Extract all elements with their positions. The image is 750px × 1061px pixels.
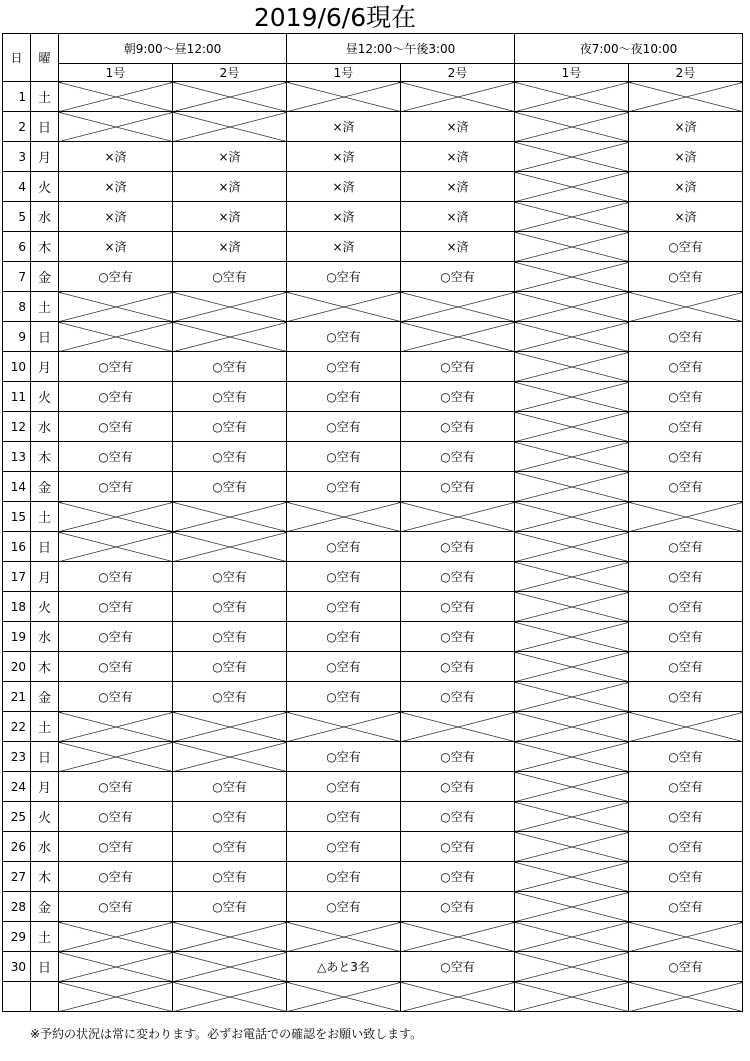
availability-cell: ○空有 xyxy=(629,862,743,892)
availability-cell: ×済 xyxy=(287,232,401,262)
day-number: 18 xyxy=(3,592,31,622)
table-row xyxy=(3,412,743,442)
day-number: 2 xyxy=(3,112,31,142)
closed-cell xyxy=(287,292,401,322)
table-row xyxy=(3,262,743,292)
day-of-week: 水 xyxy=(31,202,59,232)
availability-cell: ×済 xyxy=(287,112,401,142)
page-title: 2019/6/6現在 xyxy=(253,3,417,32)
availability-cell: ○空有 xyxy=(173,862,287,892)
availability-cell: ×済 xyxy=(173,202,287,232)
slot-header-afternoon: 昼12:00～午後3:00 xyxy=(287,34,515,64)
availability-cell: ○空有 xyxy=(173,682,287,712)
day-number: 23 xyxy=(3,742,31,772)
table-row xyxy=(3,202,743,232)
availability-cell: ○空有 xyxy=(629,562,743,592)
table-row xyxy=(3,502,743,532)
availability-cell: ○空有 xyxy=(287,682,401,712)
closed-cell xyxy=(629,82,743,112)
closed-cell xyxy=(515,502,629,532)
closed-cell xyxy=(173,502,287,532)
availability-cell: ○空有 xyxy=(59,772,173,802)
closed-cell xyxy=(59,532,173,562)
availability-cell: ○空有 xyxy=(59,832,173,862)
day-number: 26 xyxy=(3,832,31,862)
availability-cell: ×済 xyxy=(629,112,743,142)
closed-cell xyxy=(59,322,173,352)
closed-cell xyxy=(287,982,401,1012)
day-number: 25 xyxy=(3,802,31,832)
day-of-week: 日 xyxy=(31,952,59,982)
closed-cell xyxy=(515,412,629,442)
table-row xyxy=(3,652,743,682)
closed-cell xyxy=(515,292,629,322)
closed-cell xyxy=(59,82,173,112)
availability-cell: ○空有 xyxy=(629,412,743,442)
availability-cell: ○空有 xyxy=(629,232,743,262)
slot-header-morning: 朝9:00～昼12:00 xyxy=(59,34,287,64)
availability-cell: ×済 xyxy=(401,172,515,202)
availability-cell: ○空有 xyxy=(59,472,173,502)
availability-cell: ○空有 xyxy=(629,802,743,832)
table-row xyxy=(3,712,743,742)
table-row xyxy=(3,682,743,712)
closed-cell xyxy=(401,502,515,532)
availability-cell: ○空有 xyxy=(401,352,515,382)
availability-cell: ○空有 xyxy=(59,412,173,442)
availability-cell: ○空有 xyxy=(629,352,743,382)
day-number: 15 xyxy=(3,502,31,532)
availability-cell: ○空有 xyxy=(173,802,287,832)
availability-cell: ○空有 xyxy=(629,742,743,772)
day-of-week: 木 xyxy=(31,652,59,682)
availability-cell: ○空有 xyxy=(287,652,401,682)
room-header: 1号 xyxy=(515,64,629,82)
availability-cell: ○空有 xyxy=(173,262,287,292)
day-number xyxy=(3,982,31,1012)
availability-cell: ○空有 xyxy=(629,382,743,412)
closed-cell xyxy=(515,982,629,1012)
closed-cell xyxy=(629,712,743,742)
day-of-week: 火 xyxy=(31,592,59,622)
availability-cell: ○空有 xyxy=(59,802,173,832)
closed-cell xyxy=(515,652,629,682)
closed-cell xyxy=(59,982,173,1012)
availability-cell: ○空有 xyxy=(401,442,515,472)
day-of-week: 土 xyxy=(31,712,59,742)
closed-cell xyxy=(59,952,173,982)
availability-cell: ○空有 xyxy=(59,892,173,922)
schedule-body xyxy=(3,34,743,1012)
closed-cell xyxy=(401,712,515,742)
day-of-week: 土 xyxy=(31,922,59,952)
day-number: 4 xyxy=(3,172,31,202)
availability-cell: ○空有 xyxy=(59,442,173,472)
day-number: 6 xyxy=(3,232,31,262)
day-of-week: 月 xyxy=(31,142,59,172)
day-of-week: 水 xyxy=(31,412,59,442)
availability-cell: ×済 xyxy=(59,142,173,172)
availability-cell: ○空有 xyxy=(287,832,401,862)
header-row-slots xyxy=(3,34,743,64)
day-of-week xyxy=(31,982,59,1012)
day-of-week: 日 xyxy=(31,742,59,772)
day-number: 8 xyxy=(3,292,31,322)
availability-cell: ○空有 xyxy=(401,832,515,862)
table-row xyxy=(3,982,743,1012)
availability-cell: ○空有 xyxy=(401,862,515,892)
closed-cell xyxy=(173,292,287,322)
table-row xyxy=(3,592,743,622)
availability-cell: ○空有 xyxy=(287,802,401,832)
slot-header-evening: 夜7:00～夜10:00 xyxy=(515,34,743,64)
availability-cell: ○空有 xyxy=(287,892,401,922)
availability-cell: ○空有 xyxy=(287,352,401,382)
availability-cell: ○空有 xyxy=(59,652,173,682)
availability-cell: △あと3名 xyxy=(287,952,401,982)
availability-cell: ○空有 xyxy=(173,592,287,622)
closed-cell xyxy=(515,772,629,802)
closed-cell xyxy=(515,862,629,892)
availability-cell: ○空有 xyxy=(59,262,173,292)
table-row xyxy=(3,532,743,562)
availability-cell: ×済 xyxy=(287,172,401,202)
availability-cell: ○空有 xyxy=(173,472,287,502)
availability-cell: ○空有 xyxy=(401,592,515,622)
availability-cell: ○空有 xyxy=(401,892,515,922)
availability-cell: ×済 xyxy=(59,202,173,232)
table-row xyxy=(3,832,743,862)
closed-cell xyxy=(173,112,287,142)
availability-cell: ○空有 xyxy=(173,352,287,382)
availability-cell: ×済 xyxy=(287,202,401,232)
availability-cell: ×済 xyxy=(287,142,401,172)
closed-cell xyxy=(515,532,629,562)
availability-cell: ○空有 xyxy=(59,562,173,592)
availability-cell: ○空有 xyxy=(629,532,743,562)
availability-cell: ○空有 xyxy=(287,262,401,292)
availability-cell: ○空有 xyxy=(287,442,401,472)
day-of-week: 火 xyxy=(31,382,59,412)
availability-cell: ○空有 xyxy=(173,562,287,592)
availability-cell: ○空有 xyxy=(629,682,743,712)
day-number: 7 xyxy=(3,262,31,292)
day-of-week: 木 xyxy=(31,862,59,892)
closed-cell xyxy=(173,532,287,562)
closed-cell xyxy=(629,982,743,1012)
day-number: 13 xyxy=(3,442,31,472)
availability-cell: ○空有 xyxy=(629,622,743,652)
closed-cell xyxy=(59,292,173,322)
closed-cell xyxy=(59,502,173,532)
day-of-week: 月 xyxy=(31,772,59,802)
availability-cell: ○空有 xyxy=(59,682,173,712)
availability-cell: ×済 xyxy=(173,232,287,262)
availability-cell: ×済 xyxy=(59,232,173,262)
availability-cell: ○空有 xyxy=(173,772,287,802)
day-number: 30 xyxy=(3,952,31,982)
availability-cell: ○空有 xyxy=(287,532,401,562)
closed-cell xyxy=(59,922,173,952)
availability-cell: ○空有 xyxy=(401,652,515,682)
closed-cell xyxy=(401,982,515,1012)
table-row xyxy=(3,862,743,892)
availability-cell: ○空有 xyxy=(401,682,515,712)
header-row-rooms xyxy=(3,64,743,82)
availability-cell: ○空有 xyxy=(401,952,515,982)
table-row xyxy=(3,112,743,142)
table-row xyxy=(3,892,743,922)
closed-cell xyxy=(287,82,401,112)
availability-cell: ×済 xyxy=(173,142,287,172)
availability-cell: ○空有 xyxy=(173,382,287,412)
day-of-week: 日 xyxy=(31,112,59,142)
day-of-week: 水 xyxy=(31,622,59,652)
availability-cell: ○空有 xyxy=(173,832,287,862)
availability-cell: ○空有 xyxy=(173,412,287,442)
availability-cell: ○空有 xyxy=(287,772,401,802)
availability-cell: ○空有 xyxy=(629,472,743,502)
availability-cell: ○空有 xyxy=(287,742,401,772)
availability-cell: ○空有 xyxy=(59,592,173,622)
closed-cell xyxy=(515,682,629,712)
closed-cell xyxy=(515,322,629,352)
day-of-week: 水 xyxy=(31,832,59,862)
day-of-week: 火 xyxy=(31,172,59,202)
table-row xyxy=(3,802,743,832)
closed-cell xyxy=(173,952,287,982)
availability-cell: ○空有 xyxy=(401,802,515,832)
table-row xyxy=(3,442,743,472)
day-of-week: 月 xyxy=(31,352,59,382)
availability-cell: ○空有 xyxy=(287,382,401,412)
availability-cell: ○空有 xyxy=(287,862,401,892)
availability-cell: ○空有 xyxy=(401,532,515,562)
availability-cell: ×済 xyxy=(629,172,743,202)
day-of-week: 土 xyxy=(31,82,59,112)
day-of-week: 月 xyxy=(31,562,59,592)
closed-cell xyxy=(515,562,629,592)
closed-cell xyxy=(401,292,515,322)
day-number: 20 xyxy=(3,652,31,682)
day-number: 9 xyxy=(3,322,31,352)
day-of-week: 日 xyxy=(31,322,59,352)
closed-cell xyxy=(287,712,401,742)
day-of-week: 木 xyxy=(31,232,59,262)
closed-cell xyxy=(173,922,287,952)
availability-cell: ○空有 xyxy=(287,592,401,622)
closed-cell xyxy=(515,262,629,292)
closed-cell xyxy=(287,502,401,532)
closed-cell xyxy=(401,82,515,112)
availability-cell: ○空有 xyxy=(59,862,173,892)
closed-cell xyxy=(59,112,173,142)
availability-cell: ×済 xyxy=(401,142,515,172)
closed-cell xyxy=(515,952,629,982)
closed-cell xyxy=(173,322,287,352)
day-number: 17 xyxy=(3,562,31,592)
closed-cell xyxy=(515,742,629,772)
availability-cell: ○空有 xyxy=(287,562,401,592)
closed-cell xyxy=(629,292,743,322)
day-number: 28 xyxy=(3,892,31,922)
availability-cell: ○空有 xyxy=(287,322,401,352)
table-row xyxy=(3,922,743,952)
availability-cell: ○空有 xyxy=(401,382,515,412)
availability-cell: ○空有 xyxy=(401,742,515,772)
closed-cell xyxy=(173,742,287,772)
room-header: 2号 xyxy=(401,64,515,82)
availability-cell: ×済 xyxy=(401,232,515,262)
availability-cell: ○空有 xyxy=(173,652,287,682)
availability-cell: ○空有 xyxy=(401,262,515,292)
availability-cell: ○空有 xyxy=(629,832,743,862)
day-of-week: 金 xyxy=(31,472,59,502)
availability-cell: ×済 xyxy=(59,172,173,202)
table-row xyxy=(3,292,743,322)
closed-cell xyxy=(515,712,629,742)
day-of-week: 金 xyxy=(31,262,59,292)
room-header: 2号 xyxy=(173,64,287,82)
table-row xyxy=(3,322,743,352)
availability-cell: ×済 xyxy=(173,172,287,202)
table-row xyxy=(3,562,743,592)
day-number: 19 xyxy=(3,622,31,652)
day-of-week: 木 xyxy=(31,442,59,472)
table-row xyxy=(3,952,743,982)
availability-cell: ×済 xyxy=(629,142,743,172)
availability-cell: ○空有 xyxy=(59,352,173,382)
closed-cell xyxy=(515,622,629,652)
room-header: 1号 xyxy=(287,64,401,82)
availability-cell: ○空有 xyxy=(629,652,743,682)
availability-cell: ×済 xyxy=(401,112,515,142)
closed-cell xyxy=(515,172,629,202)
closed-cell xyxy=(515,382,629,412)
availability-cell: ○空有 xyxy=(59,382,173,412)
day-of-week: 土 xyxy=(31,502,59,532)
table-row xyxy=(3,772,743,802)
availability-cell: ○空有 xyxy=(629,892,743,922)
day-number: 5 xyxy=(3,202,31,232)
day-of-week: 金 xyxy=(31,892,59,922)
availability-cell: ○空有 xyxy=(401,772,515,802)
day-number: 3 xyxy=(3,142,31,172)
closed-cell xyxy=(629,922,743,952)
day-number: 16 xyxy=(3,532,31,562)
day-number: 29 xyxy=(3,922,31,952)
availability-cell: ○空有 xyxy=(629,442,743,472)
day-of-week: 日 xyxy=(31,532,59,562)
footer-note: ※予約の状況は常に変わります。必ずお電話での確認をお願い致します。 xyxy=(30,1027,423,1041)
room-header: 1号 xyxy=(59,64,173,82)
day-number: 10 xyxy=(3,352,31,382)
schedule-table xyxy=(2,33,743,1012)
table-row xyxy=(3,352,743,382)
availability-cell: ○空有 xyxy=(401,412,515,442)
closed-cell xyxy=(515,112,629,142)
availability-cell: ○空有 xyxy=(401,472,515,502)
table-row xyxy=(3,172,743,202)
closed-cell xyxy=(287,922,401,952)
day-of-week: 火 xyxy=(31,802,59,832)
availability-cell: ○空有 xyxy=(287,472,401,502)
availability-cell: ○空有 xyxy=(287,412,401,442)
availability-cell: ×済 xyxy=(401,202,515,232)
day-number: 12 xyxy=(3,412,31,442)
table-row xyxy=(3,232,743,262)
closed-cell xyxy=(629,502,743,532)
closed-cell xyxy=(59,712,173,742)
room-header: 2号 xyxy=(629,64,743,82)
closed-cell xyxy=(515,202,629,232)
closed-cell xyxy=(173,982,287,1012)
availability-cell: ○空有 xyxy=(173,892,287,922)
closed-cell xyxy=(515,472,629,502)
day-column-header: 日 xyxy=(3,34,31,82)
closed-cell xyxy=(515,802,629,832)
table-row xyxy=(3,742,743,772)
availability-cell: ○空有 xyxy=(629,322,743,352)
day-number: 22 xyxy=(3,712,31,742)
closed-cell xyxy=(515,82,629,112)
availability-cell: ○空有 xyxy=(401,562,515,592)
day-number: 14 xyxy=(3,472,31,502)
availability-cell: ○空有 xyxy=(287,622,401,652)
closed-cell xyxy=(515,922,629,952)
closed-cell xyxy=(173,82,287,112)
table-row xyxy=(3,382,743,412)
table-row xyxy=(3,472,743,502)
closed-cell xyxy=(173,712,287,742)
availability-cell: ○空有 xyxy=(173,622,287,652)
availability-cell: ○空有 xyxy=(629,262,743,292)
closed-cell xyxy=(515,442,629,472)
day-number: 11 xyxy=(3,382,31,412)
availability-cell: ○空有 xyxy=(629,952,743,982)
closed-cell xyxy=(59,742,173,772)
day-number: 24 xyxy=(3,772,31,802)
closed-cell xyxy=(401,322,515,352)
table-row xyxy=(3,142,743,172)
availability-cell: ○空有 xyxy=(401,622,515,652)
closed-cell xyxy=(401,922,515,952)
closed-cell xyxy=(515,142,629,172)
availability-cell: ○空有 xyxy=(629,592,743,622)
day-of-week: 土 xyxy=(31,292,59,322)
table-row xyxy=(3,622,743,652)
table-row xyxy=(3,82,743,112)
closed-cell xyxy=(515,352,629,382)
day-number: 1 xyxy=(3,82,31,112)
availability-cell: ○空有 xyxy=(629,772,743,802)
closed-cell xyxy=(515,232,629,262)
availability-cell: ×済 xyxy=(629,202,743,232)
closed-cell xyxy=(515,832,629,862)
day-number: 21 xyxy=(3,682,31,712)
day-of-week: 金 xyxy=(31,682,59,712)
closed-cell xyxy=(515,592,629,622)
closed-cell xyxy=(515,892,629,922)
dow-column-header: 曜 xyxy=(31,34,59,82)
availability-cell: ○空有 xyxy=(173,442,287,472)
day-number: 27 xyxy=(3,862,31,892)
availability-cell: ○空有 xyxy=(59,622,173,652)
